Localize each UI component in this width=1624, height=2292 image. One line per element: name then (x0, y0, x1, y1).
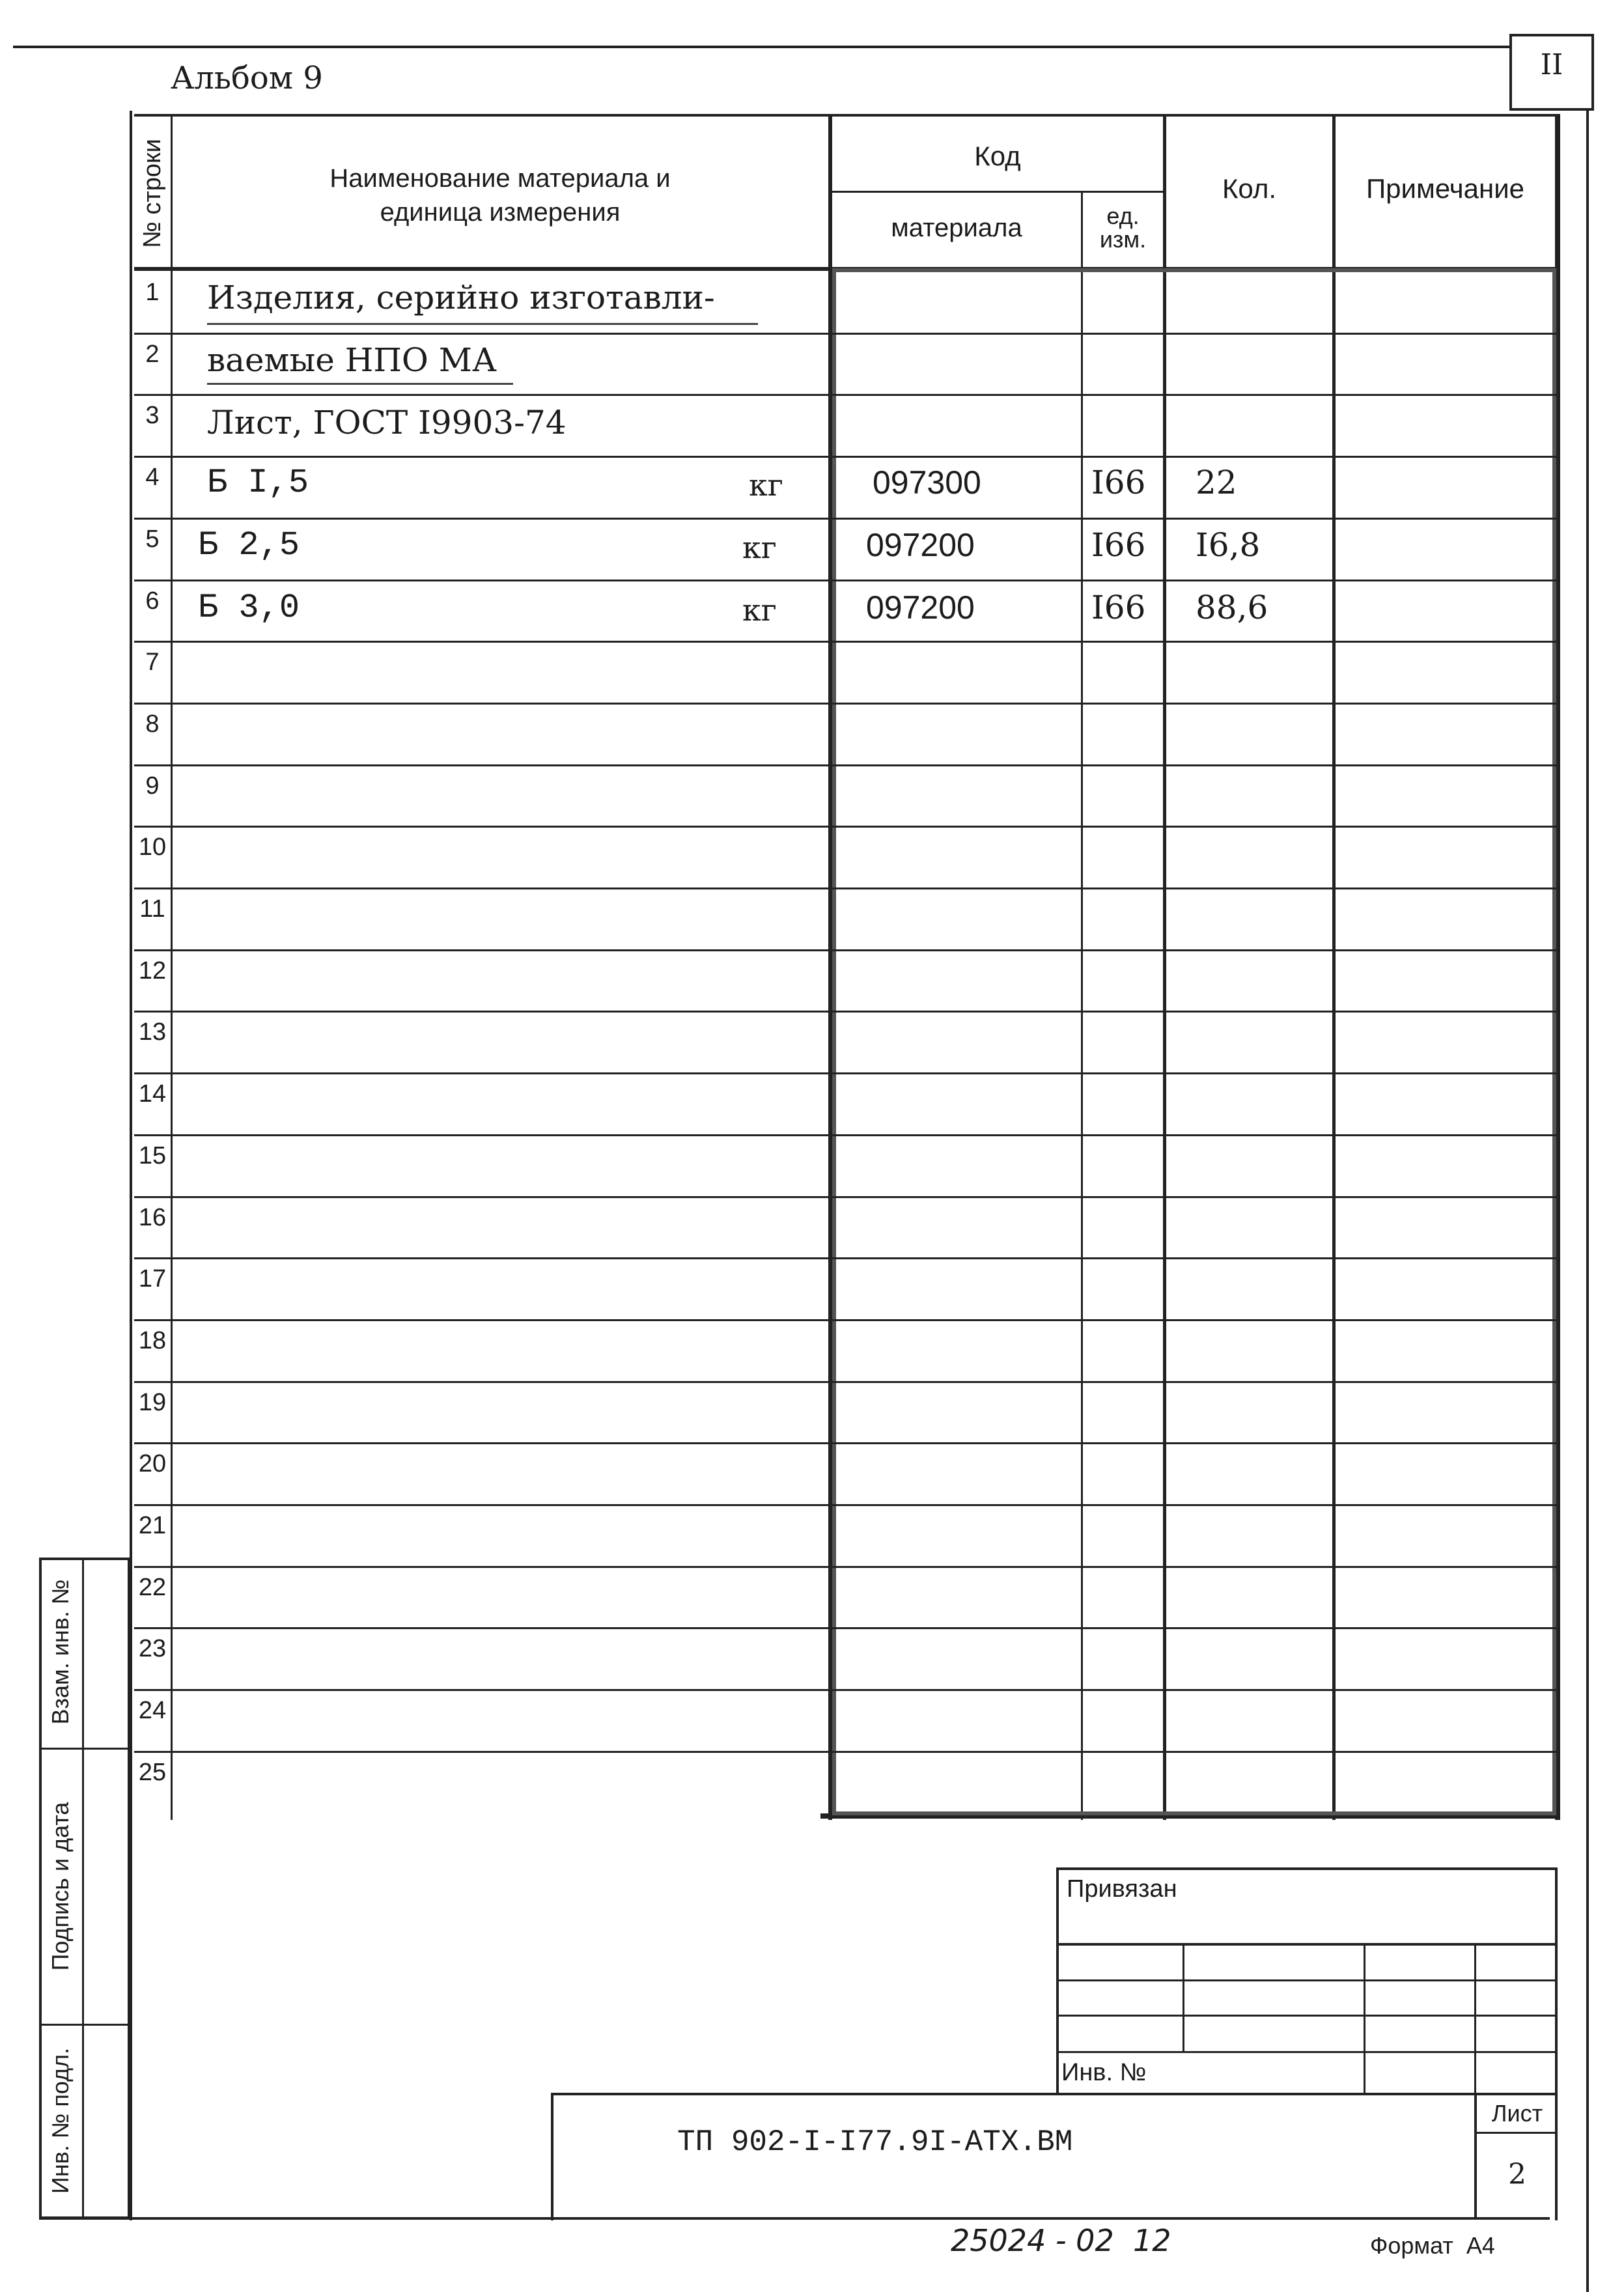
side-stamp-vzam-inv: Взам. инв. № (47, 1579, 74, 1725)
row-number: 24 (138, 1697, 167, 1724)
row-number: 1 (145, 279, 160, 306)
row-number: 19 (138, 1389, 167, 1416)
row-number: 22 (138, 1574, 167, 1601)
row-number: 16 (138, 1204, 167, 1231)
header-top-border (134, 114, 1560, 117)
row-separator (134, 1134, 1560, 1136)
row-separator (134, 394, 1560, 396)
row-4-qty: 22 (1196, 464, 1237, 501)
row-4-unit-code: I66 (1091, 464, 1146, 501)
sheet-cell-hline (1474, 2132, 1558, 2134)
row-number: 8 (145, 710, 160, 738)
row-number: 3 (145, 402, 160, 429)
row-separator (134, 518, 1560, 520)
row-separator (134, 1072, 1560, 1074)
row-6-unit: кг (742, 593, 777, 628)
row-5-unit: кг (742, 530, 777, 565)
row-number: 4 (145, 464, 160, 491)
privyazan-col-1 (1183, 1943, 1184, 2051)
row-separator (134, 1319, 1560, 1321)
row-separator (134, 703, 1560, 705)
row-number: 10 (138, 833, 167, 861)
row-separator (134, 456, 1560, 458)
code-subheader-divider (828, 191, 1164, 193)
privyazan-line-1 (1056, 1943, 1558, 1946)
row-number: 9 (145, 772, 160, 800)
row-6-name: Б 3,0 (198, 589, 300, 627)
header-code-unit (1083, 195, 1163, 260)
inv-no-label: Инв. № (1061, 2059, 1147, 2086)
row-2-name: ваемые НПО МА (207, 341, 497, 379)
row-separator (134, 1566, 1560, 1568)
row-number: 15 (138, 1142, 167, 1169)
row-2-underline (207, 383, 513, 385)
row-3-name: Лист, ГОСТ I9903-74 (207, 404, 567, 441)
row-separator (134, 1751, 1560, 1753)
row-separator (134, 1627, 1560, 1629)
privyazan-line-3 (1056, 2015, 1558, 2017)
row-5-unit-code: I66 (1091, 526, 1146, 564)
row-separator (134, 641, 1560, 643)
footer-handwritten-code: 25024 - 02 12 (951, 2223, 1171, 2258)
right-frame-line (1586, 111, 1589, 2292)
row-6-qty: 88,6 (1196, 589, 1268, 626)
header-code-material: материала (891, 213, 1022, 242)
row-separator (134, 1689, 1560, 1691)
row-separator (134, 1504, 1560, 1506)
sheet-corner-number: II (1540, 48, 1563, 81)
header-qty: Кол. (1222, 173, 1277, 204)
row-number: 21 (138, 1512, 167, 1539)
row-separator (134, 580, 1560, 581)
side-stamp-inv-podl: Инв. № подл. (47, 2047, 74, 2194)
row-number: 12 (138, 957, 167, 985)
side-stamp-inner-divider (82, 1558, 84, 2219)
row-6-unit-code: I66 (1091, 589, 1146, 626)
row-1-underline (207, 323, 758, 325)
header-note: Примечание (1365, 173, 1525, 204)
side-stamp-podpis-data: Подпись и дата (47, 1802, 74, 1971)
row-separator (134, 1257, 1560, 1259)
row-5-qty: I6,8 (1196, 526, 1261, 564)
designation-text: ТП 902-I-I77.9I-АТХ.ВМ (677, 2125, 1073, 2159)
row-separator (134, 1381, 1560, 1383)
privyazan-label: Привязан (1067, 1875, 1177, 1903)
row-number: 14 (138, 1080, 167, 1108)
row-number: 23 (138, 1635, 167, 1662)
row-separator (134, 1442, 1560, 1444)
row-4-unit: кг (749, 468, 783, 503)
row-1-name: Изделия, серийно изготавли- (207, 279, 715, 316)
footer-format: Формат А4 (1370, 2232, 1495, 2259)
row-number: 11 (139, 895, 165, 923)
side-stamp-sep-1 (39, 1748, 130, 1750)
header-code: Код (974, 141, 1021, 171)
row-number: 20 (138, 1450, 167, 1477)
sheet-label: Лист (1491, 2100, 1543, 2127)
row-separator (134, 887, 1560, 889)
header-row-number: № строки (139, 139, 166, 248)
privyazan-line-2 (1056, 1979, 1558, 1981)
privyazan-line-4 (1056, 2051, 1558, 2053)
row-separator (134, 764, 1560, 766)
row-separator (134, 333, 1560, 335)
row-number: 5 (145, 525, 160, 553)
row-number: 25 (138, 1759, 167, 1786)
header-name (173, 156, 827, 234)
row-6-material: 097200 (866, 589, 975, 626)
row-number: 6 (145, 587, 160, 615)
col-divider-rownum (171, 114, 173, 1820)
row-number: 2 (145, 341, 160, 368)
row-separator (134, 949, 1560, 951)
row-separator (134, 826, 1560, 828)
privyazan-col-3 (1474, 1943, 1476, 2093)
album-label: Альбом 9 (171, 60, 323, 96)
privyazan-col-2 (1364, 1943, 1365, 2093)
header-code-unit-text: ед. изм. (1099, 203, 1147, 253)
row-4-material: 097300 (873, 464, 981, 501)
row-4-name: Б I,5 (207, 464, 309, 502)
top-frame-line (13, 46, 1511, 48)
row-separator (134, 1011, 1560, 1013)
row-number: 18 (138, 1327, 167, 1354)
row-number: 17 (138, 1265, 167, 1293)
header-name-text: Наименование материала и единица измерения (329, 164, 671, 227)
row-number: 7 (145, 649, 160, 676)
sheet-corner-box (1509, 34, 1594, 111)
row-5-material: 097200 (866, 527, 975, 563)
row-5-name: Б 2,5 (198, 526, 300, 565)
row-separator (134, 1196, 1560, 1198)
sheet-number: 2 (1508, 2157, 1526, 2191)
row-number: 13 (138, 1018, 167, 1046)
